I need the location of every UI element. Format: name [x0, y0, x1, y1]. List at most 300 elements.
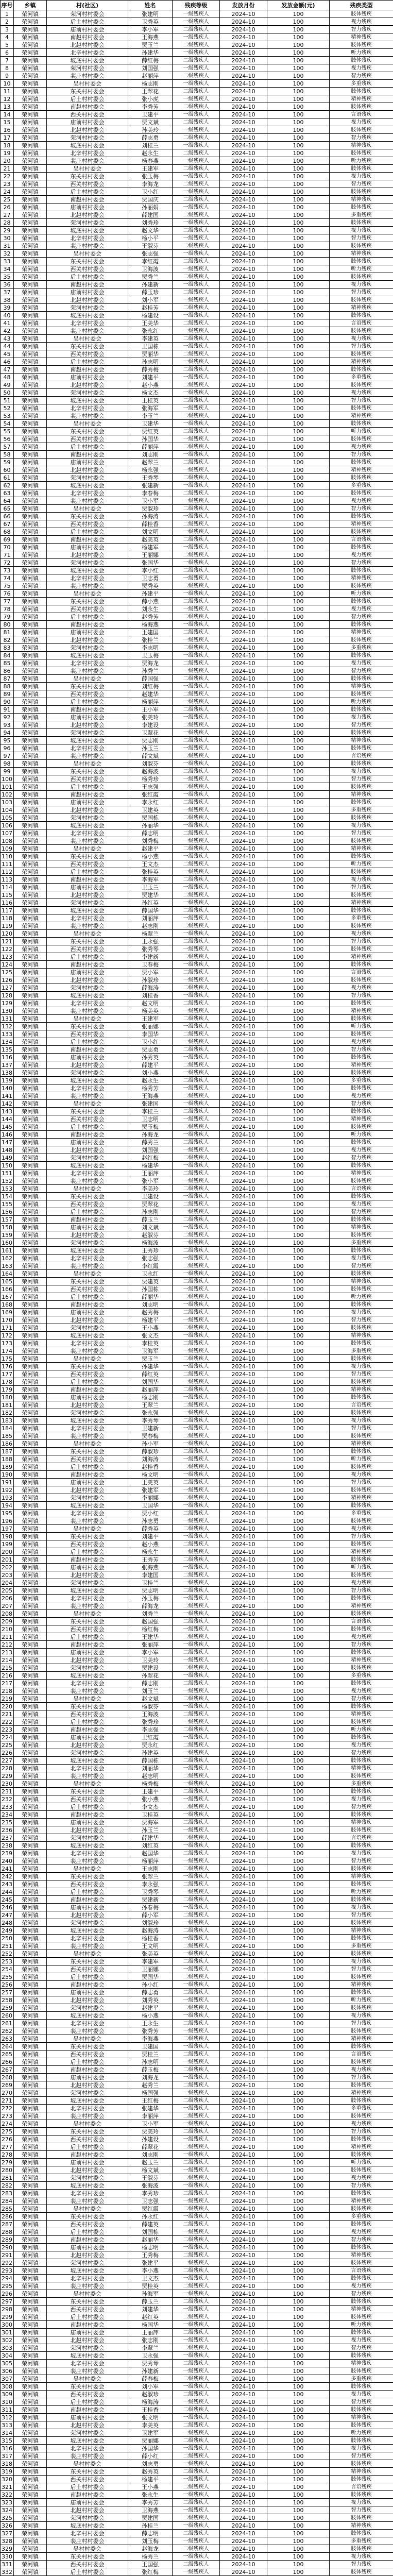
cell-amount: 100: [267, 2275, 330, 2282]
cell-index: 28: [1, 219, 14, 227]
cell-name: 卫建英: [128, 806, 173, 814]
cell-amount: 100: [267, 629, 330, 636]
cell-town: 荣河镇: [14, 64, 47, 72]
cell-amount: 100: [267, 636, 330, 644]
cell-name: 薛秀梅: [128, 366, 173, 374]
cell-level: 二级残疾人: [173, 118, 220, 126]
table-row: [1, 1548, 393, 1556]
cell-town: 荣河镇: [14, 1965, 47, 1973]
cell-village: 南赵村村委会: [47, 876, 128, 884]
cell-level: 一级残疾人: [173, 420, 220, 428]
cell-amount: 100: [267, 2244, 330, 2251]
cell-index: 296: [1, 2290, 14, 2298]
cell-index: 169: [1, 1309, 14, 1316]
cell-village: 庙前村村委会: [47, 1054, 128, 1061]
cell-index: 227: [1, 1757, 14, 1765]
cell-town: 荣河镇: [14, 26, 47, 33]
cell-name: 杨永强: [128, 466, 173, 474]
cell-type: 多重残疾: [330, 80, 393, 88]
cell-amount: 100: [267, 868, 330, 876]
table-row: [1, 605, 393, 613]
cell-type: 智力残疾: [330, 1100, 393, 1108]
cell-town: 荣河镇: [14, 1548, 47, 1556]
cell-town: 荣河镇: [14, 659, 47, 667]
cell-village: 荣河村村委会: [47, 2089, 128, 2097]
cell-name: 杨国强: [128, 2089, 173, 2097]
cell-town: 荣河镇: [14, 1409, 47, 1417]
cell-town: 荣河镇: [14, 1865, 47, 1873]
cell-town: 荣河镇: [14, 2236, 47, 2244]
cell-month: 2024-10: [220, 1324, 267, 1332]
cell-level: 一级残疾人: [173, 1146, 220, 1154]
cell-village: 北赵村村委会: [47, 1826, 128, 1834]
cell-type: 肢体残疾: [330, 188, 393, 196]
cell-name: 刘永生: [128, 605, 173, 613]
cell-index: 310: [1, 2398, 14, 2406]
cell-town: 荣河镇: [14, 1649, 47, 1656]
cell-month: 2024-10: [220, 2275, 267, 2282]
cell-village: 南赵村村委会: [47, 1641, 128, 1649]
table-row: [1, 1965, 393, 1973]
cell-amount: 100: [267, 1811, 330, 1819]
cell-type: 言语残疾: [330, 1618, 393, 1625]
cell-type: 精神残疾: [330, 1007, 393, 1015]
cell-type: 肢体残疾: [330, 2081, 393, 2089]
cell-village: 东关村村委会: [47, 2468, 128, 2476]
col-header-amount: 发放金额(元): [267, 1, 330, 10]
table-row: [1, 1989, 393, 1996]
cell-name: 赵海龙: [128, 2545, 173, 2553]
cell-name: 薛建平: [128, 1061, 173, 1069]
cell-month: 2024-10: [220, 2159, 267, 2166]
cell-village: 庙前村村委会: [47, 1649, 128, 1656]
cell-index: 318: [1, 2460, 14, 2468]
cell-type: 智力残疾: [330, 2561, 393, 2568]
cell-village: 庙前村村委会: [47, 629, 128, 636]
cell-village: 吴村村委会: [47, 250, 128, 258]
cell-village: 裴庄村村委会: [47, 72, 128, 80]
cell-type: 智力残疾: [330, 2290, 393, 2298]
cell-town: 荣河镇: [14, 1092, 47, 1100]
cell-month: 2024-10: [220, 343, 267, 350]
cell-month: 2024-10: [220, 567, 267, 574]
cell-amount: 100: [267, 2236, 330, 2244]
cell-village: 荣河村村委会: [47, 2429, 128, 2437]
cell-name: 李建英: [128, 335, 173, 343]
cell-type: 言语残疾: [330, 752, 393, 760]
cell-town: 荣河镇: [14, 737, 47, 744]
table-row: [1, 1069, 393, 1077]
cell-name: 刘淑珍: [128, 1919, 173, 1927]
cell-town: 荣河镇: [14, 1695, 47, 1703]
cell-name: 李建设: [128, 721, 173, 729]
cell-index: 9: [1, 72, 14, 80]
table-row: [1, 1958, 393, 1965]
cell-index: 123: [1, 953, 14, 961]
cell-type: 视力残疾: [330, 2174, 393, 2182]
cell-amount: 100: [267, 1309, 330, 1316]
cell-index: 203: [1, 1571, 14, 1579]
cell-town: 荣河镇: [14, 312, 47, 319]
cell-amount: 100: [267, 80, 330, 88]
cell-village: 北赵村村委会: [47, 2166, 128, 2174]
cell-type: 肢体残疾: [330, 582, 393, 590]
cell-type: 精神残疾: [330, 2251, 393, 2259]
table-row: [1, 1579, 393, 1587]
cell-index: 68: [1, 528, 14, 536]
cell-index: 197: [1, 1525, 14, 1533]
cell-amount: 100: [267, 1911, 330, 1919]
cell-amount: 100: [267, 111, 330, 118]
cell-amount: 100: [267, 1463, 330, 1471]
cell-amount: 100: [267, 799, 330, 806]
cell-level: 二级残疾人: [173, 613, 220, 621]
cell-name: 杨秀梅: [128, 1780, 173, 1788]
cell-amount: 100: [267, 1942, 330, 1950]
cell-village: 裴庄村村委会: [47, 242, 128, 250]
cell-level: 二级残疾人: [173, 2282, 220, 2290]
cell-level: 一级残疾人: [173, 1857, 220, 1865]
cell-month: 2024-10: [220, 443, 267, 451]
cell-type: 精神残疾: [330, 196, 393, 204]
cell-month: 2024-10: [220, 1950, 267, 1958]
cell-type: 视力残疾: [330, 497, 393, 505]
cell-type: 视力残疾: [330, 173, 393, 180]
table-row: [1, 1463, 393, 1471]
table-row: [1, 706, 393, 714]
cell-month: 2024-10: [220, 2437, 267, 2445]
cell-name: 张国华: [128, 559, 173, 567]
cell-amount: 100: [267, 358, 330, 366]
cell-amount: 100: [267, 350, 330, 358]
cell-amount: 100: [267, 1247, 330, 1255]
cell-index: 172: [1, 1332, 14, 1340]
cell-level: 一级残疾人: [173, 1007, 220, 1015]
cell-name: 赵海涛: [128, 1927, 173, 1935]
cell-town: 荣河镇: [14, 1278, 47, 1285]
cell-name: 贾秀兰: [128, 273, 173, 281]
cell-village: 吴村村委会: [47, 590, 128, 598]
cell-name: 赵建华: [128, 690, 173, 698]
cell-name: 薛丽华: [128, 1293, 173, 1301]
cell-name: 杨小平: [128, 234, 173, 242]
cell-town: 荣河镇: [14, 1950, 47, 1958]
cell-type: 肢体残疾: [330, 544, 393, 551]
cell-town: 荣河镇: [14, 2012, 47, 2020]
cell-amount: 100: [267, 961, 330, 969]
cell-town: 荣河镇: [14, 1131, 47, 1139]
cell-amount: 100: [267, 744, 330, 752]
table-row: [1, 1533, 393, 1540]
cell-level: 二级残疾人: [173, 829, 220, 837]
cell-level: 一级残疾人: [173, 327, 220, 335]
col-header-level: 残疾等级: [173, 1, 220, 10]
cell-type: 听力残疾: [330, 1455, 393, 1463]
cell-level: 一级残疾人: [173, 2491, 220, 2499]
cell-type: 肢体残疾: [330, 1216, 393, 1224]
cell-amount: 100: [267, 520, 330, 528]
cell-village: 坡底村村委会: [47, 1247, 128, 1255]
cell-month: 2024-10: [220, 1092, 267, 1100]
cell-village: 北赵村村委会: [47, 2506, 128, 2514]
cell-index: 240: [1, 1857, 14, 1865]
cell-town: 荣河镇: [14, 2197, 47, 2205]
cell-level: 一级残疾人: [173, 1610, 220, 1618]
cell-town: 荣河镇: [14, 420, 47, 428]
cell-level: 一级残疾人: [173, 1656, 220, 1664]
cell-type: 精神残疾: [330, 358, 393, 366]
cell-name: 李秀芳: [128, 2499, 173, 2506]
cell-name: 卫丽娜: [128, 1965, 173, 1973]
cell-amount: 100: [267, 1038, 330, 1046]
cell-town: 荣河镇: [14, 219, 47, 227]
cell-level: 一级残疾人: [173, 142, 220, 149]
cell-type: 肢体残疾: [330, 1015, 393, 1023]
cell-type: 肢体残疾: [330, 2545, 393, 2553]
cell-name: 李小红: [128, 567, 173, 574]
cell-name: 张秀珍: [128, 1718, 173, 1726]
cell-level: 一级残疾人: [173, 1084, 220, 1092]
cell-type: 智力残疾: [330, 1803, 393, 1811]
cell-month: 2024-10: [220, 1965, 267, 1973]
cell-type: 多重残疾: [330, 2213, 393, 2221]
cell-village: 东关村村委会: [47, 2213, 128, 2221]
cell-index: 34: [1, 265, 14, 273]
table-row: [1, 2414, 393, 2421]
cell-name: 薛国栋: [128, 1757, 173, 1765]
cell-village: 荣河村村委会: [47, 1324, 128, 1332]
table-row: [1, 2437, 393, 2445]
cell-amount: 100: [267, 1486, 330, 1494]
cell-village: 坡底村村委会: [47, 2182, 128, 2190]
cell-level: 二级残疾人: [173, 134, 220, 142]
cell-town: 荣河镇: [14, 2506, 47, 2514]
cell-amount: 100: [267, 2429, 330, 2437]
cell-amount: 100: [267, 2452, 330, 2460]
cell-village: 后土村村委会: [47, 1548, 128, 1556]
cell-type: 智力残疾: [330, 992, 393, 999]
cell-type: 肢体残疾: [330, 459, 393, 466]
cell-village: 北赵村村委会: [47, 721, 128, 729]
cell-town: 荣河镇: [14, 196, 47, 204]
cell-amount: 100: [267, 1239, 330, 1247]
cell-index: 81: [1, 629, 14, 636]
cell-index: 253: [1, 1958, 14, 1965]
cell-name: 刘建华: [128, 2306, 173, 2313]
cell-index: 130: [1, 1007, 14, 1015]
cell-name: 刘文明: [128, 528, 173, 536]
cell-index: 257: [1, 1989, 14, 1996]
cell-name: 王秀琴: [128, 474, 173, 482]
cell-name: 刘建平: [128, 1533, 173, 1540]
cell-village: 南赵村村委会: [47, 1811, 128, 1819]
table-row: [1, 435, 393, 443]
cell-level: 一级残疾人: [173, 2058, 220, 2066]
cell-village: 荣河村村委会: [47, 2004, 128, 2012]
cell-month: 2024-10: [220, 2568, 267, 2576]
cell-amount: 100: [267, 343, 330, 350]
cell-month: 2024-10: [220, 1061, 267, 1069]
cell-level: 二级残疾人: [173, 1649, 220, 1656]
cell-amount: 100: [267, 1370, 330, 1378]
cell-type: 肢体残疾: [330, 103, 393, 111]
cell-month: 2024-10: [220, 2514, 267, 2522]
cell-level: 一级残疾人: [173, 1842, 220, 1850]
cell-name: 卫秀琴: [128, 1888, 173, 1896]
cell-index: 289: [1, 2236, 14, 2244]
cell-level: 二级残疾人: [173, 1587, 220, 1595]
cell-name: 薛志勇: [128, 134, 173, 142]
cell-amount: 100: [267, 1996, 330, 2004]
cell-village: 西关村村委会: [47, 775, 128, 783]
cell-level: 二级残疾人: [173, 1015, 220, 1023]
cell-index: 134: [1, 1038, 14, 1046]
cell-level: 一级残疾人: [173, 265, 220, 273]
table-row: [1, 2228, 393, 2236]
cell-amount: 100: [267, 2383, 330, 2391]
cell-month: 2024-10: [220, 2205, 267, 2213]
cell-town: 荣河镇: [14, 752, 47, 760]
cell-amount: 100: [267, 1347, 330, 1355]
cell-type: 肢体残疾: [330, 1054, 393, 1061]
table-row: [1, 2275, 393, 2282]
cell-town: 荣河镇: [14, 1680, 47, 1687]
table-row: [1, 1355, 393, 1363]
cell-village: 东关村村委会: [47, 853, 128, 860]
cell-amount: 100: [267, 1123, 330, 1131]
cell-village: 北赵村村委会: [47, 296, 128, 304]
cell-town: 荣河镇: [14, 2375, 47, 2383]
cell-amount: 100: [267, 2190, 330, 2197]
cell-index: 26: [1, 204, 14, 211]
cell-month: 2024-10: [220, 281, 267, 289]
cell-level: 一级残疾人: [173, 590, 220, 598]
cell-amount: 100: [267, 899, 330, 907]
cell-town: 荣河镇: [14, 505, 47, 513]
table-row: [1, 1007, 393, 1015]
cell-index: 326: [1, 2522, 14, 2530]
cell-index: 176: [1, 1363, 14, 1370]
cell-index: 10: [1, 80, 14, 88]
cell-index: 29: [1, 227, 14, 234]
cell-amount: 100: [267, 1533, 330, 1540]
cell-name: 杨建设: [128, 312, 173, 319]
cell-name: 贾建新: [128, 1896, 173, 1904]
table-row: [1, 196, 393, 204]
cell-name: 卫小红: [128, 188, 173, 196]
cell-town: 荣河镇: [14, 1703, 47, 1710]
cell-town: 荣河镇: [14, 667, 47, 675]
cell-town: 荣河镇: [14, 891, 47, 899]
table-row: [1, 2004, 393, 2012]
cell-type: 肢体残疾: [330, 1324, 393, 1332]
cell-type: 肢体残疾: [330, 907, 393, 914]
table-row: [1, 1216, 393, 1224]
cell-index: 84: [1, 652, 14, 659]
cell-type: 肢体残疾: [330, 2329, 393, 2336]
table-row: [1, 2545, 393, 2553]
cell-type: 视力残疾: [330, 2066, 393, 2074]
table-row: [1, 1278, 393, 1285]
cell-month: 2024-10: [220, 273, 267, 281]
cell-name: 贾桂兰: [128, 2050, 173, 2058]
cell-level: 二级残疾人: [173, 258, 220, 265]
table-row: [1, 404, 393, 412]
cell-town: 荣河镇: [14, 1556, 47, 1564]
table-row: [1, 1618, 393, 1625]
cell-amount: 100: [267, 435, 330, 443]
cell-month: 2024-10: [220, 2383, 267, 2391]
cell-town: 荣河镇: [14, 2452, 47, 2460]
cell-village: 北辛村村委会: [47, 829, 128, 837]
cell-month: 2024-10: [220, 80, 267, 88]
cell-town: 荣河镇: [14, 513, 47, 520]
cell-village: 坡底村村委会: [47, 737, 128, 744]
cell-month: 2024-10: [220, 1734, 267, 1741]
cell-amount: 100: [267, 922, 330, 930]
cell-village: 吴村村委会: [47, 845, 128, 853]
cell-month: 2024-10: [220, 2282, 267, 2290]
table-row: [1, 312, 393, 319]
cell-month: 2024-10: [220, 2089, 267, 2097]
cell-level: 一级残疾人: [173, 574, 220, 582]
cell-type: 精神残疾: [330, 899, 393, 907]
cell-amount: 100: [267, 1394, 330, 1401]
cell-village: 北赵村村委会: [47, 976, 128, 984]
cell-level: 一级残疾人: [173, 853, 220, 860]
cell-level: 一级残疾人: [173, 451, 220, 459]
cell-level: 一级残疾人: [173, 806, 220, 814]
cell-name: 卫海燕: [128, 2506, 173, 2514]
cell-level: 二级残疾人: [173, 1942, 220, 1950]
cell-type: 智力残疾: [330, 775, 393, 783]
cell-index: 207: [1, 1602, 14, 1610]
cell-month: 2024-10: [220, 1850, 267, 1857]
cell-name: 张美玲: [128, 714, 173, 721]
cell-level: 一级残疾人: [173, 868, 220, 876]
cell-name: 李丽萍: [128, 2112, 173, 2120]
cell-amount: 100: [267, 752, 330, 760]
cell-level: 一级残疾人: [173, 2228, 220, 2236]
cell-town: 荣河镇: [14, 1834, 47, 1842]
cell-town: 荣河镇: [14, 1394, 47, 1401]
cell-amount: 100: [267, 1077, 330, 1084]
cell-village: 南赵村村委会: [47, 451, 128, 459]
cell-village: 裴庄村村委会: [47, 2112, 128, 2120]
cell-type: 肢体残疾: [330, 1973, 393, 1981]
cell-town: 荣河镇: [14, 721, 47, 729]
cell-type: 多重残疾: [330, 1672, 393, 1680]
cell-town: 荣河镇: [14, 1293, 47, 1301]
cell-level: 二级残疾人: [173, 149, 220, 157]
cell-village: 吴村村委会: [47, 2205, 128, 2213]
cell-name: 薛志勇: [128, 1989, 173, 1996]
cell-level: 二级残疾人: [173, 1726, 220, 1734]
cell-month: 2024-10: [220, 829, 267, 837]
cell-index: 284: [1, 2197, 14, 2205]
cell-amount: 100: [267, 1548, 330, 1556]
cell-town: 荣河镇: [14, 945, 47, 953]
cell-amount: 100: [267, 2004, 330, 2012]
cell-month: 2024-10: [220, 2306, 267, 2313]
table-row: [1, 2499, 393, 2506]
cell-town: 荣河镇: [14, 2367, 47, 2375]
table-row: [1, 1803, 393, 1811]
cell-level: 一级残疾人: [173, 389, 220, 397]
cell-town: 荣河镇: [14, 2414, 47, 2421]
cell-village: 坡底村村委会: [47, 1332, 128, 1340]
table-row: [1, 250, 393, 258]
